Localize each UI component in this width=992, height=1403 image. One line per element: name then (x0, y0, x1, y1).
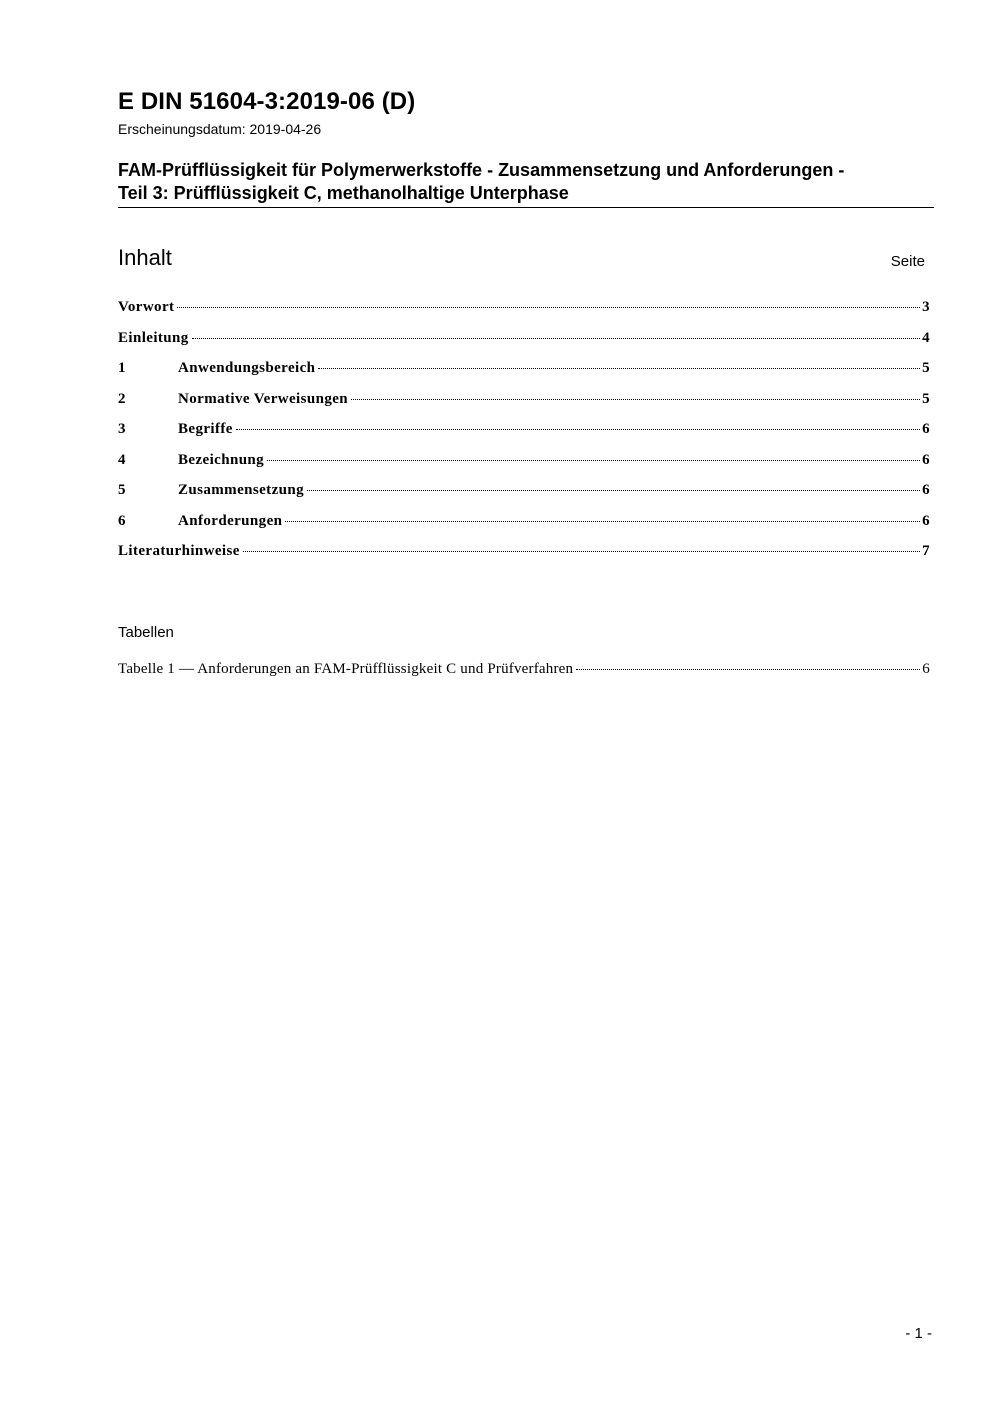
toc-entry-number: 2 (118, 390, 126, 407)
table-of-contents (118, 299, 930, 574)
toc-entry[interactable] (118, 543, 930, 574)
toc-heading: Inhalt (118, 245, 172, 270)
dot-leader (285, 521, 920, 522)
toc-entry[interactable] (118, 360, 930, 391)
toc-entry-page: 6 (922, 451, 930, 468)
toc-entry-title: Anforderungen (178, 512, 283, 529)
title-line-1: FAM-Prüfflüssigkeit für Polymerwerkstoffe - Zusammensetzung und Anforderungen - (118, 160, 845, 180)
footer-page-number: - 1 - (905, 1325, 932, 1342)
toc-entry[interactable] (118, 391, 930, 422)
toc-entry[interactable] (118, 513, 930, 544)
toc-entry-page: 5 (922, 390, 930, 407)
toc-entry[interactable] (118, 452, 930, 483)
toc-entry-title: Zusammensetzung (178, 482, 305, 498)
tables-heading: Tabellen (118, 624, 174, 641)
dot-leader (318, 368, 920, 369)
dot-leader (192, 338, 920, 339)
toc-entry-page: 6 (922, 482, 930, 498)
document-id: E DIN 51604-3:2019-06 (D) (118, 88, 416, 115)
table-entry-page: 6 (922, 661, 930, 677)
toc-entry-page: 3 (922, 299, 930, 315)
table-entry-title: Tabelle 1 — Anforderungen an FAM-Prüfflüssigkeit C und Prüfverfahren (118, 661, 574, 677)
toc-entry[interactable] (118, 482, 930, 513)
publication-date: Erscheinungsdatum: 2019-04-26 (118, 121, 322, 137)
table-list-entry[interactable] (118, 661, 930, 678)
dot-leader (236, 429, 920, 430)
dot-leader (267, 460, 920, 461)
toc-entry-title: Einleitung (118, 329, 189, 346)
dot-leader (351, 399, 920, 400)
toc-entry-page: 5 (922, 360, 930, 376)
dot-leader (243, 551, 920, 552)
toc-entry-page: 4 (922, 329, 930, 346)
toc-entry-title: Vorwort (118, 299, 175, 315)
dot-leader (576, 669, 920, 670)
toc-entry-title: Literaturhinweise (118, 543, 240, 559)
toc-entry[interactable] (118, 330, 930, 361)
toc-entry-number: 1 (118, 360, 126, 376)
toc-entry-page: 6 (922, 512, 930, 529)
toc-entry[interactable] (118, 299, 930, 330)
title-line-2: Teil 3: Prüfflüssigkeit C, methanolhaltige Unterphase (118, 183, 569, 203)
tables-list (118, 661, 930, 678)
document-title (118, 159, 934, 208)
toc-entry[interactable] (118, 421, 930, 452)
toc-entry-number: 6 (118, 512, 126, 529)
dot-leader (307, 490, 920, 491)
toc-entry-number: 3 (118, 421, 126, 437)
toc-entry-title: Begriffe (178, 421, 233, 437)
dot-leader (177, 307, 920, 308)
toc-entry-title: Normative Verweisungen (178, 390, 349, 407)
toc-entry-page: 6 (922, 421, 930, 437)
toc-entry-page: 7 (922, 543, 930, 559)
page-column-label: Seite (890, 253, 925, 270)
toc-entry-number: 4 (118, 451, 126, 468)
toc-entry-title: Anwendungsbereich (178, 360, 316, 376)
toc-entry-title: Bezeichnung (178, 451, 265, 468)
toc-entry-number: 5 (118, 482, 126, 498)
